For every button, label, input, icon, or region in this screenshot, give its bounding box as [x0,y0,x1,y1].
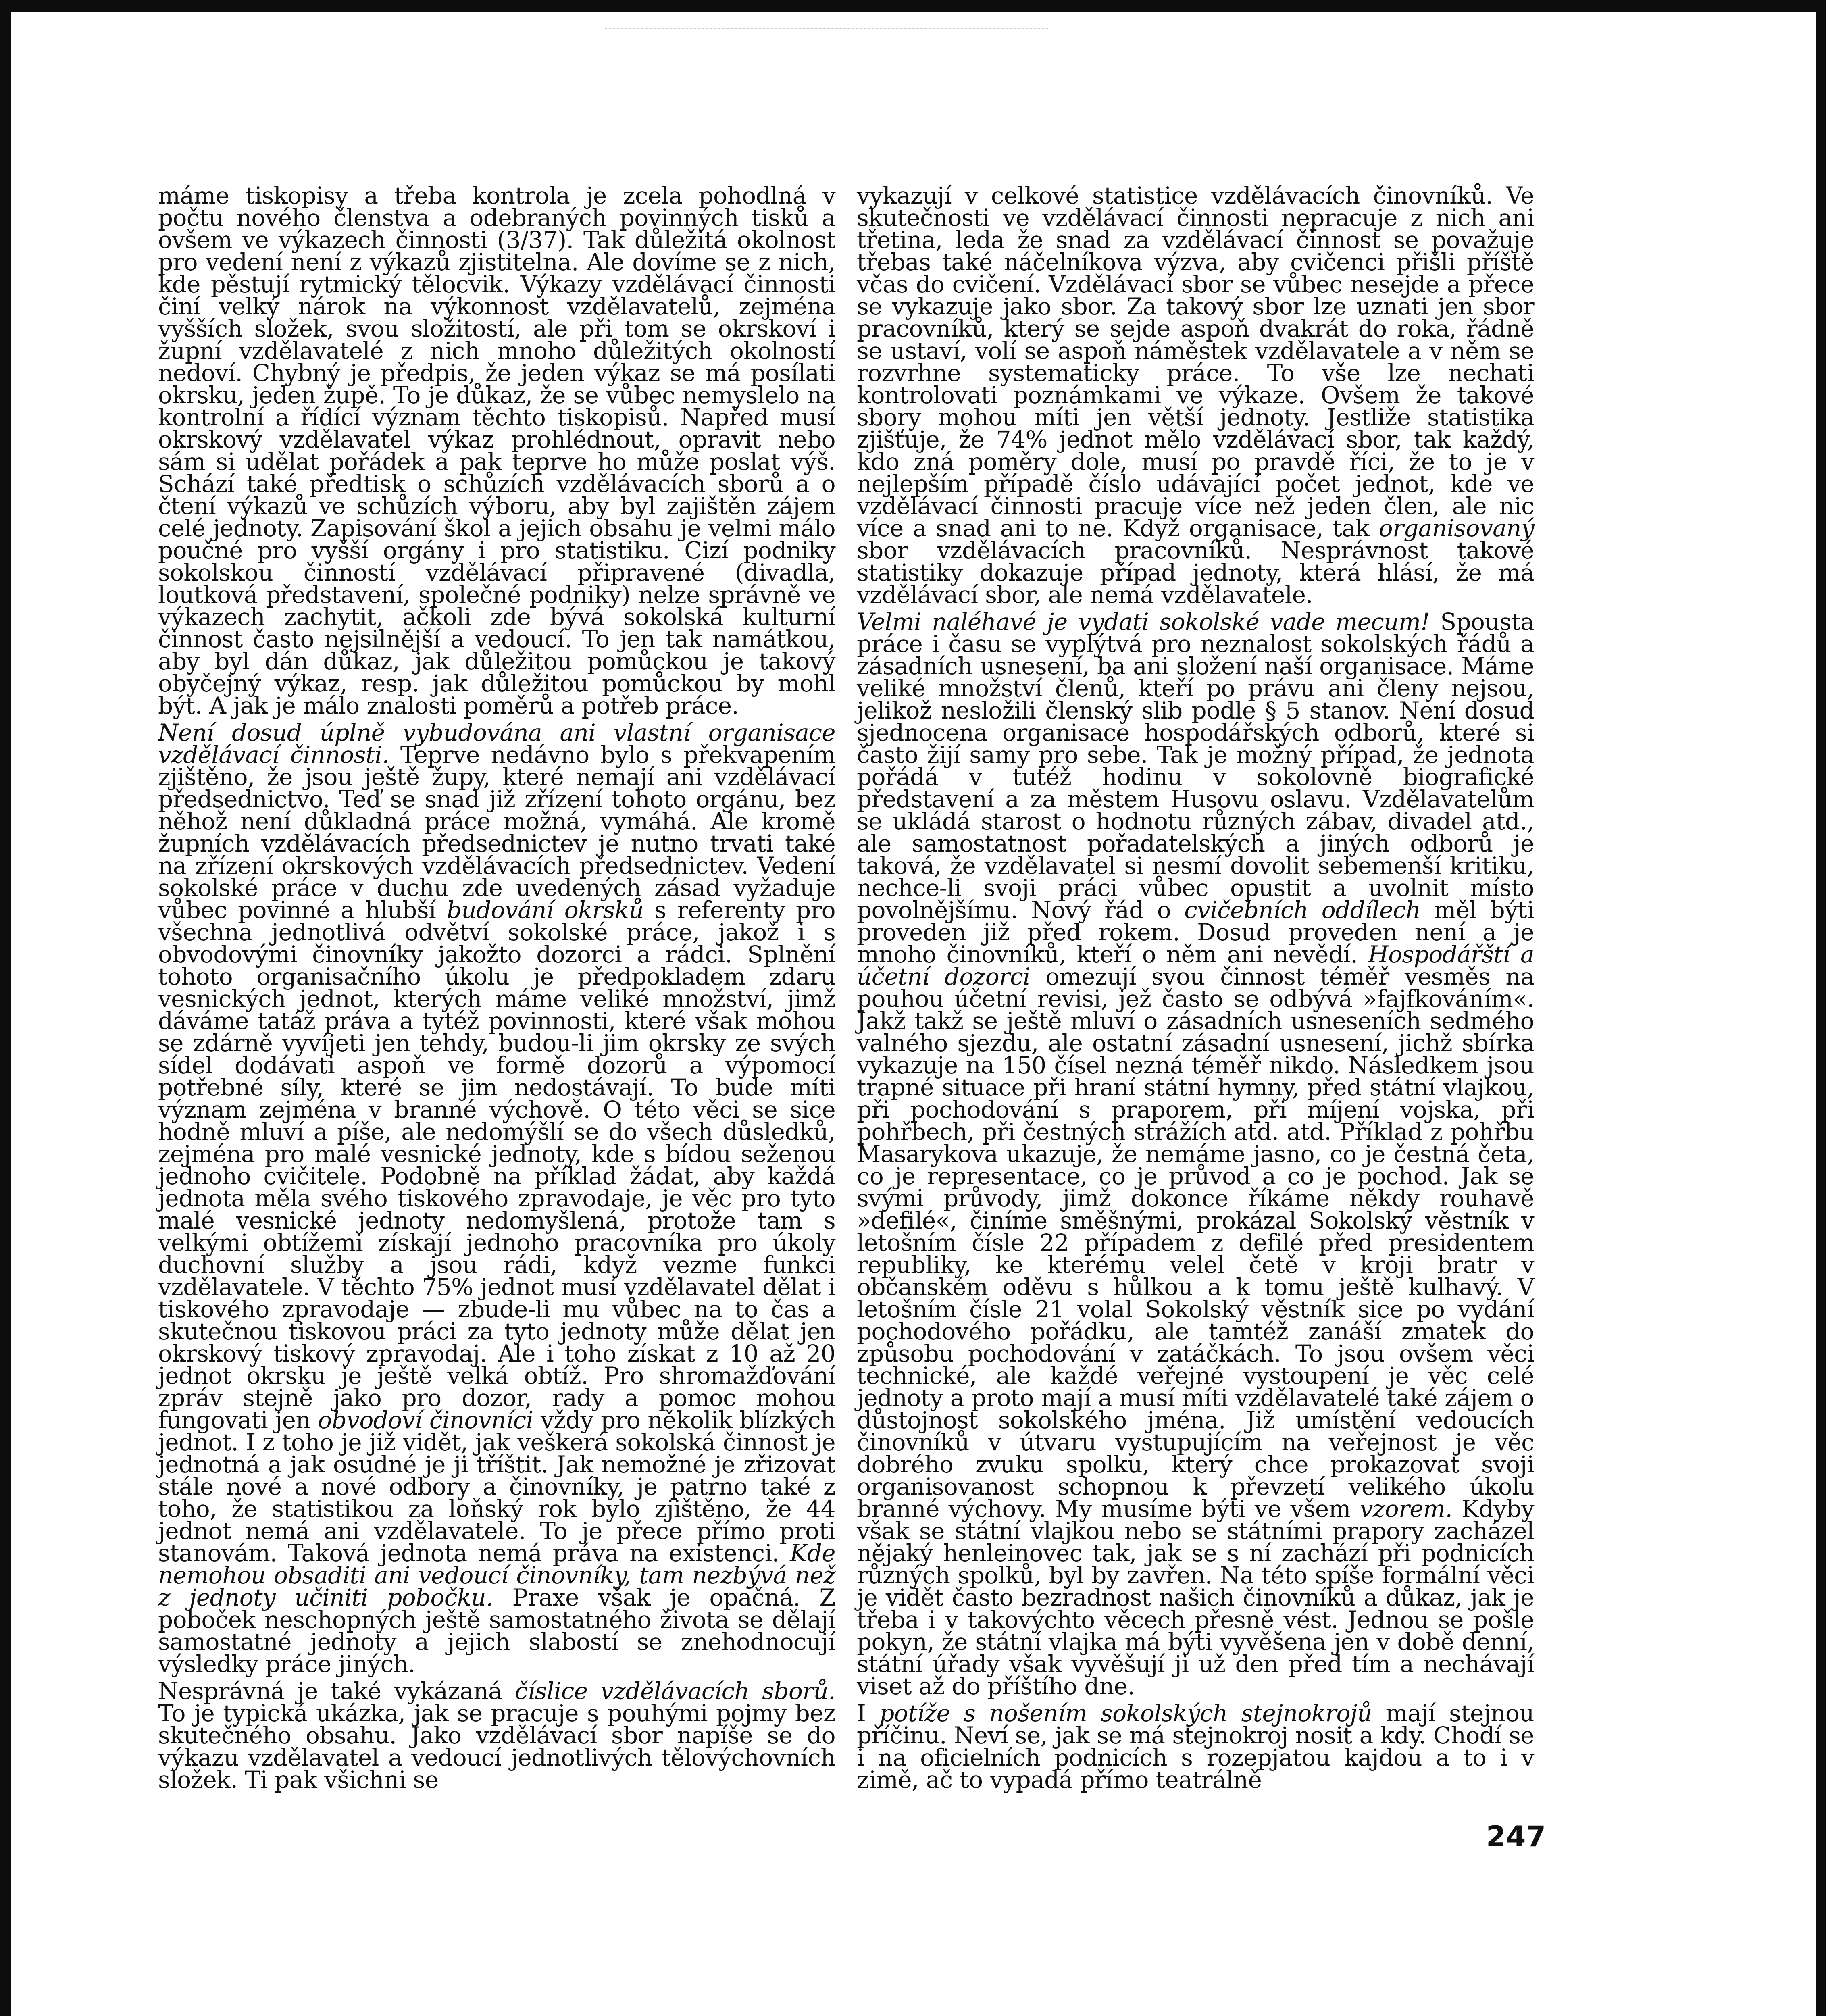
scan-artifact [605,12,1048,29]
body-text: mají stejnou příčinu. Neví se, jak se má stejnokroj nosit a kdy. Chodí se i na oficielních podnicích s rozepjatou kajdou a to i v zimě, ač to vypadá přímo teatrálně [857,1699,1534,1793]
paragraph [158,182,835,719]
paragraph [857,182,1534,608]
body-text: Nesprávná je také vykázaná [158,1677,515,1705]
body-text: Kdyby však se státní vlajkou nebo se státními prapory zacházel nějaký henleinovec tak, jak se s ní zachází při podnicích různých spolků, byl by zavřen. Na této spíše formální věci je vidět často bezradnost našich činovníků a důkaz, jak je třeba i v takovýchto věcech přesně vést. Jednou se pošle pokyn, že státní vlajka má býti vyvěšena jen v době denní, státní úřady však vyvěšují ji už den před tím a nechávají viset až do příštího dne. [857,1495,1534,1700]
body-text: Praxe však je opačná. Z poboček neschopných ještě samostatného života se dělají samostatné jednoty a jejich slabostí se znehodnocují výsledky práce jiných. [158,1584,835,1678]
body-text: máme tiskopisy a třeba kontrola je zcela pohodlná v počtu nového členstva a odebraných povinných tisků a ovšem ve výkazech činnosti (3/37). Tak důležitá okolnost pro vedení není z výkazů zjistitelna. Ale dovíme se z nich, kde pěstují rytmický tělocvik. Výkazy vzdělávací činnosti činí velký nárok na výkonnost vzdělavatelů, zejména vyšších složek, svou složitostí, ale při tom se okrskoví i župní vzdělavatelé z nich mnoho důležitých okolností nedoví. Chybný je předpis, že jeden výkaz se má posílati okrsku, jeden župě. To je důkaz, že se vůbec nemyslelo na kontrolní a řídící význam těchto tiskopisů. Napřed musí okrskový vzdělavatel výkaz prohlédnout, opravit nebo sám si udělat pořádek a pak teprve ho může poslat výš. Schází také předtisk o schůzích vzdělávacích sborů a o čtení výkazů ve schůzích výboru, aby byl zajištěn zájem celé jednoty. Zapisování škol a jejich obsahu je velmi málo poučné pro vyšší orgány i pro statistiku. Cizí podniky sokolskou činností vzdělávací připravené (divadla, loutková představení, společné podniky) nelze správně ve výkazech zachytit, ačkoli zde bývá sokolská kulturní činnost často nejsilnější a vedoucí. To jen tak namátkou, aby byl dán důkaz, jak důležitou pomůckou je takový obyčejný výkaz, resp. jak důležitou pomůckou by mohl být. A jak je málo znalosti poměrů a potřeb práce. [158,182,835,719]
emphasis-heading: Není dosud úplně vybudována ani vlastní organisace vzdělávací činnosti. [158,719,835,768]
body-text: To je typická ukázka, jak se pracuje s pouhými pojmy bez skutečného obsahu. Jako vzdělávací sbor napíše se do výkazu vzdělavatel a vedoucí jednotlivých tělovýchovních složek. Ti pak všichni se [158,1699,835,1793]
left-text-column [158,182,836,1796]
emphasis: obvodoví činovníci [318,1406,533,1434]
body-text: vždy pro několik blízkých jednot. I z toho je již vidět, jak veškerá sokolská činnost je jednotná a jak osudné je ji tříštit. Jak nemožné je zřizovat stále nové a nové odbory a činovníky, je patrno také z toho, že statistikou za loňský rok bylo zjištěno, že 44 jednot nemá ani vzdělavatele. To je přece přímo proti stanovám. Taková jednota nemá práva na existenci. [158,1406,836,1567]
body-text: vykazují v celkové statistice vzdělávacích činovníků. Ve skutečnosti ve vzdělávací činnosti nepracuje z nich ani třetina, leda že snad za vzdělávací činnost se považuje třebas také náčelníkova výzva, aby cvičenci přišli příště včas do cvičení. Vzdělávací sbor se vůbec nesejde a přece se vykazuje jako sbor. Za takový sbor lze uznati jen sbor pracovníků, který se sejde aspoň dvakrát do roka, řádně se ustaví, volí se aspoň náměstek vzdělavatele a v něm se rozvrhne systematicky práce. To vše lze nechati kontrolovati poznámkami ve výkaze. Ovšem že takové sbory mohou míti jen větší jednoty. Jestliže statistika zjišťuje, že 74% jednot mělo vzdělávací sbor, tak každý, kdo zná poměry dole, musí po pravdě říci, že to je v nejlepším případě číslo udávající počet jednot, kde ve vzdělávací činnosti pracuje více než jeden člen, ale nic více a snad ani to ne. Když organisace, tak [857,182,1534,542]
emphasis: Hospodářští a účetní dozorci [857,941,1534,990]
paragraph [158,719,836,1678]
body-text: Spousta práce i času se vyplýtvá pro neznalost sokolských řádů a zásadních usnesení, ba ani složení naší organisace. Máme veliké množství členů, kteří po právu ani členy nejsou, jelikož nesložili členský slib podle § 5 stanov. Není dosud sjednocena organisace hospodářských odborů, které si často žijí samy pro sebe. Tak je možný případ, že jednota pořádá v tutéž hodinu v sokolovně biografické představení a za městem Husovu oslavu. Vzdělavatelům se ukládá starost o hodnotu různých zábav, divadel atd., ale samostatnost pořadatelských a jiných odborů je taková, že vzdělavatel si nesmí dovolit sebemenší kritiku, nechce-li svoji práci vůbec opustit a uvolnit místo povolnějšímu. Nový řád o [857,608,1534,924]
paragraph [158,1677,835,1793]
emphasis: budování okrsků [446,896,644,924]
paragraph [857,608,1534,1700]
body-text: sbor vzdělávacích pracovníků. Nesprávnost takové statistiky dokazuje případ jednoty, která hlásí, že má vzdělávací sbor, ale nemá vzdělavatele. [857,537,1534,608]
emphasis: cvičebních oddílech [1184,896,1421,924]
emphasis: číslice vzdělávacích sborů. [514,1677,835,1705]
body-text: I [857,1699,880,1727]
paragraph [857,1699,1534,1793]
emphasis: Kde nemohou obsaditi ani vedoucí činovníky, tam nezbývá než z jednoty učiniti pobočku. [158,1539,835,1611]
emphasis: organisovaný [1378,514,1534,542]
right-text-column [857,182,1534,1796]
body-text: omezují svou činnost téměř vesměs na pouhou účetní revisi, jež často se odbývá »fajfkováním«. Jakž takž se ještě mluví o zásadních usneseních sedmého valného sjezdu, ale ostatní zásadní usnesení, jichž sbírka vykazuje na 150 čísel nezná téměř nikdo. Následkem jsou trapné situace při hraní státní hymny, před státní vlajkou, při pochodování s praporem, při míjení vojska, při pohřbech, při čestných strážích atd. atd. Příklad z pohřbu Masarykova ukazuje, že nemáme jasno, co je čestná četa, co je representace, co je průvod a co je pochod. Jak se svými průvody, jimž dokonce říkáme někdy rouhavě »defilé«, činíme směšnými, prokázal Sokolský věstník v letošním čísle 22 případem z defilé před presidentem republiky, ke kterému velel četě v kroji bratr v občanském oděvu s hůlkou a k tomu ještě kulhavý. V letošním čísle 21 volal Sokolský věstník sice po vydání pochodového pořádku, ale tamtéž zanáší zmatek do způsobu pochodování v zatáčkách. To jsou ovšem věci technické, ale každé veřejné vystoupení je věc celé jednoty a proto mají a musí míti vzdělavatelé také zájem o důstojnost sokolského jména. Již umístění vedoucích činovníků v útvaru vystupujícím na veřejnost je věc dobrého zvuku spolku, který chce prokazovat svoji organisovanost schopnou k převzetí velikého úkolu branné výchovy. My musíme býti ve všem [857,963,1534,1522]
emphasis-heading: Velmi naléhavé je vydati sokolské vade mecum! [857,608,1430,635]
body-text: měl býti proveden již před rokem. Dosud proveden není a je mnoho činovníků, kteří o něm ani nevědí. [857,896,1534,968]
page-number: 247 [1486,1820,1547,1853]
emphasis: vzorem. [1360,1495,1453,1522]
emphasis: potíže s nošením sokolských stejnokrojů [879,1699,1372,1727]
body-text: s referenty pro všechna jednotlivá odvětví sokolské práce, jakož i s obvodovými činovníky jakožto dozorci a rádci. Splnění tohoto organisačního úkolu je předpokladem zdaru vesnických jednot, kterých máme veliké množství, jimž dáváme tatáž práva a tytéž povinnosti, které však mohou se zdárně vyvíjeti jen tehdy, budou-li jim okrsky ze svých sídel dodávati aspoň ve formě dozorů a výpomocí potřebné síly, které se jim nedostávají. To bude míti význam zejména v branné výchově. O této věci se sice hodně mluví a píše, ale nedomýšlí se do všech důsledků, zejména pro malé vesnické jednoty, kde s bídou seženou jednoho cvičitele. Podobně na příklad žádat, aby každá jednota měla svého tiskového zpravodaje, je věc pro tyto malé vesnické jednoty nedomyšlená, protože tam s velkými obtížemi získají jednoho pracovníka pro úkoly duchovní služby a jsou rádi, když vezme funkci vzdělavatele. V těchto 75% jednot musí vzdělavatel dělat i tiskového zpravodaje — zbude-li mu vůbec na to čas a skutečnou tiskovou práci za tyto jednoty může dělat jen okrskový tiskový zpravodaj. Ale i toho získat z 10 až 20 jednot okrsku je ještě velká obtíž. Pro shromažďování zpráv stejně jako pro dozor, rady a pomoc mohou fungovati jen [158,896,835,1434]
body-text: Teprve nedávno bylo s překvapením zjištěno, že jsou ještě župy, které nemají ani vzdělávací předsednictvo. Teď se snad již zřízení tohoto orgánu, bez něhož není důkladná práce možná, vymáhá. Ale kromě župních vzdělávacích předsednictev je nutno trvati také na zřízení okrskových vzdělávacích předsednictev. Vedení sokolské práce v duchu zde uvedených zásad vyžaduje vůbec povinné a hlubší [158,741,835,924]
